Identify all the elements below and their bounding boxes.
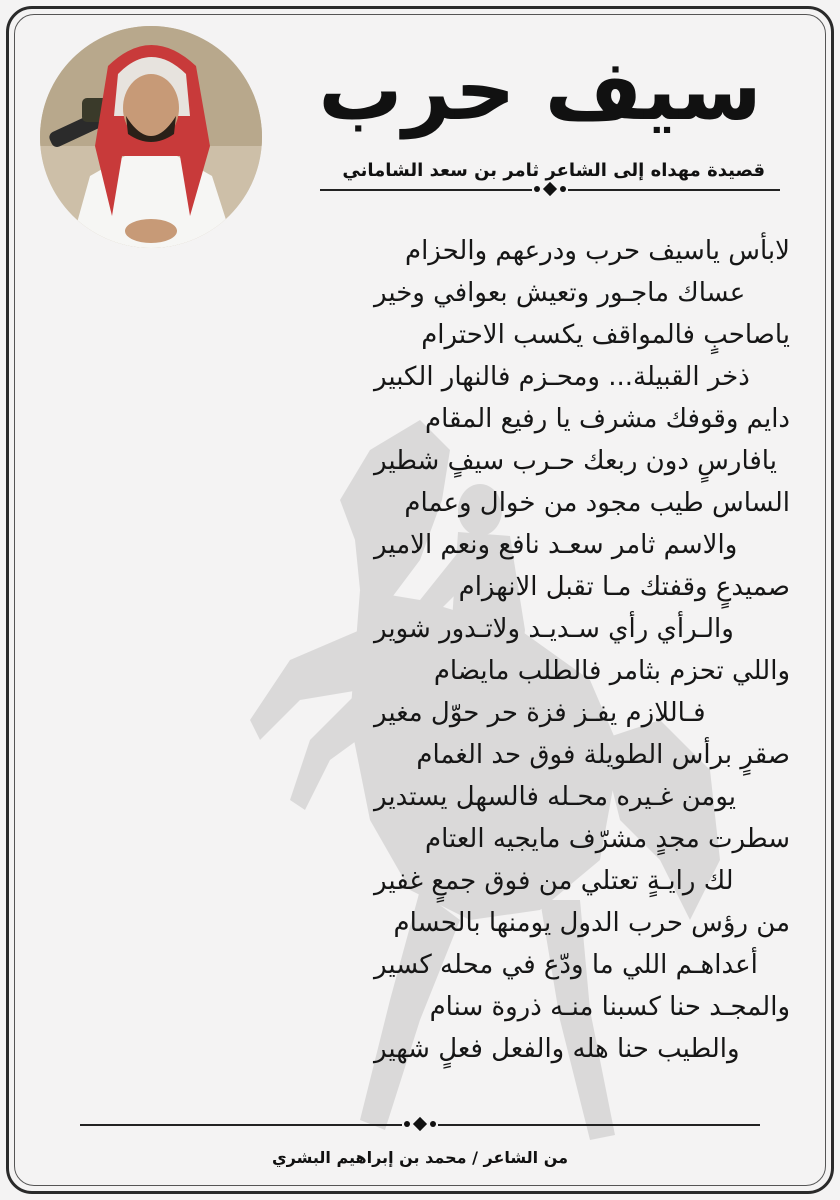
poem-title: سيف حرب [318, 41, 762, 139]
verse-first-hemistich: دايم وقوفك مشرف يا رفيع المقام [424, 404, 790, 434]
verse-second-hemistich: عساك ماجـور وتعيش بعوافي وخير [374, 278, 746, 308]
poet-portrait-photo [40, 26, 262, 248]
verse-second-hemistich: لك رايـةٍ تعتلي من فوق جمعٍ غفير [374, 866, 734, 896]
verse-first-hemistich: لابأس ياسيف حرب ودرعهم والحزام [404, 236, 790, 266]
verse-second-hemistich: يافارسٍ دون ربعك حـرب سيفٍ شطير [374, 446, 777, 476]
verse-first-hemistich: سطرت مجدٍ مشرّف مايجيه العتام [425, 824, 790, 854]
poem-body [40, 230, 800, 1070]
verse-second-hemistich: أعداهـم اللي ما ودّع في محله كسير [374, 950, 758, 980]
diamond-divider-ornament-icon [320, 180, 780, 200]
verse-second-hemistich: والـرأي رأي سـديـد ولاتـدور شوير [374, 614, 734, 644]
poem-dedication: قصيدة مهداه إلى الشاعر ثامر بن سعد الشاماني [342, 160, 765, 181]
verse-second-hemistich: والاسم ثامر سعـد نافع ونعم الامير [374, 530, 738, 560]
poet-signature: من الشاعر / محمد بن إبراهيم البشري [271, 1148, 569, 1167]
verse-first-hemistich: الساس طيب مجود من خوال وعمام [404, 488, 790, 518]
verse-second-hemistich: والطيب حنا هله والفعل فعلٍ شهير [374, 1034, 740, 1064]
verse-second-hemistich: فـاللازم يفـز فزة حر حوّل مغير [374, 698, 706, 728]
verse-first-hemistich: واللي تحزم بثامر فالطلب مايضام [433, 656, 790, 686]
portrait-icon [40, 26, 262, 248]
verse-first-hemistich: صميدعٍ وقفتك مـا تقبل الانهزام [458, 572, 790, 602]
verse-first-hemistich: ياصاحبٍ فالمواقف يكسب الاحترام [421, 320, 790, 350]
verse-second-hemistich: يومن غـيره محـله فالسهل يستدير [374, 782, 736, 812]
diamond-divider-ornament-icon [80, 1115, 760, 1135]
verse-first-hemistich: صقرٍ برأس الطويلة فوق حد الغمام [416, 740, 790, 770]
verse-first-hemistich: من رؤس حرب الدول يومنها بالحسام [393, 908, 790, 938]
verse-first-hemistich: والمجـد حنا كسبنا منـه ذروة سنام [429, 992, 790, 1022]
verse-second-hemistich: ذخر القبيلة... ومحـزم فالنهار الكبير [374, 362, 750, 392]
